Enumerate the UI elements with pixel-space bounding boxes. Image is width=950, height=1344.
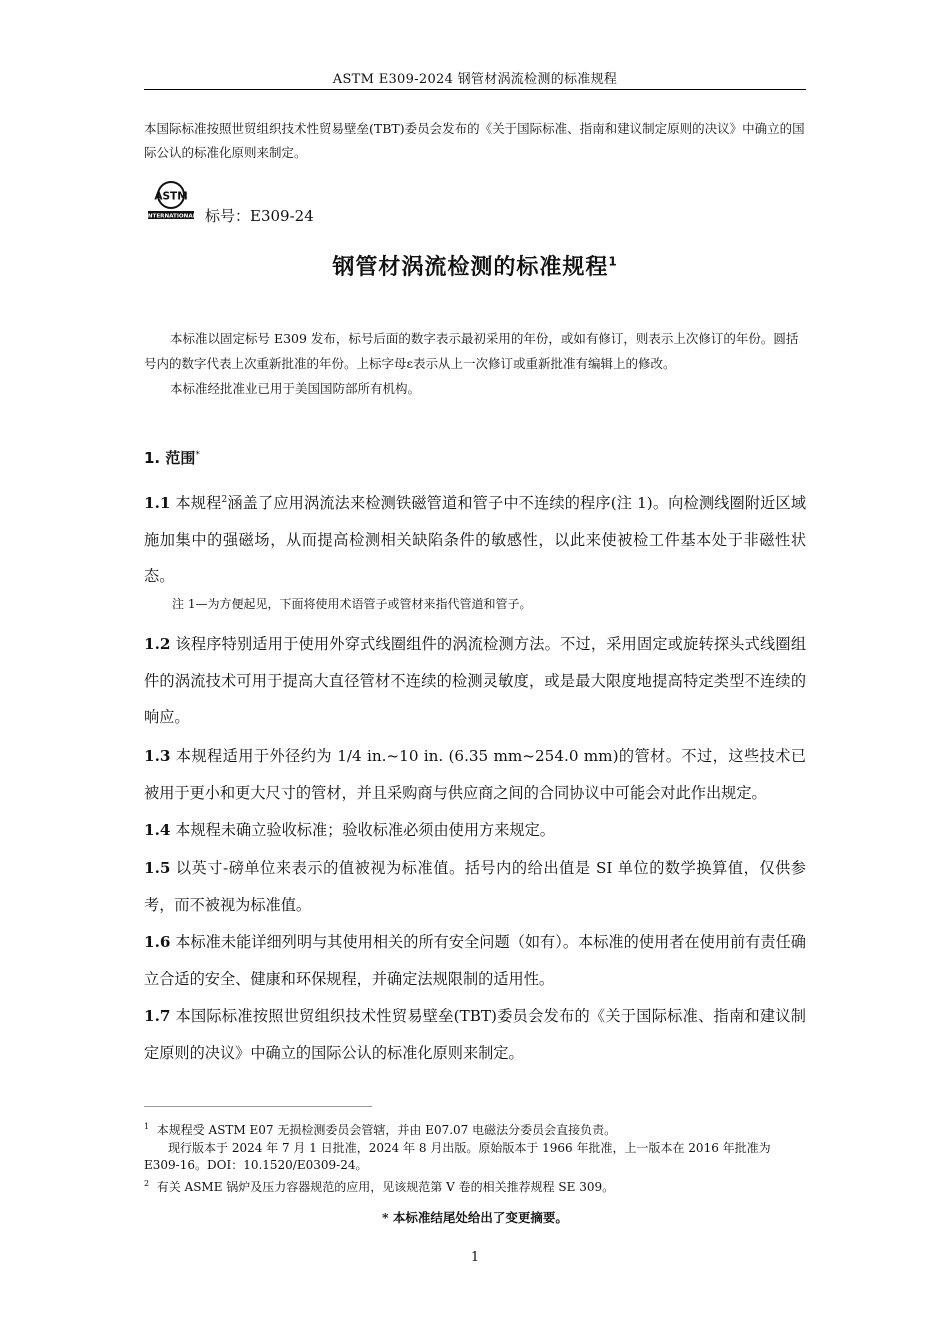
intro-paragraph-1: 本标准以固定标号 E309 发布，标号后面的数字表示最初采用的年份，或如有修订，则表示上次修订的年份。圆括号内的数字代表上次重新批准的年份。上标字母ε表示从上一次修订或重新批准有编辑上的修改。 (144, 331, 799, 371)
clause-text: 本国际标准按照世贸组织技术性贸易壁垒(TBT)委员会发布的《关于国际标准、指南和建议制定原则的决议》中确立的国际公认的标准化原则来制定。 (144, 1007, 806, 1062)
footnote-2-mark: 2 (144, 1178, 150, 1188)
footnote-2-text: 有关 ASME 锅炉及压力容器规范的应用，见该规范第 V 卷的相关推荐规程 SE 309。 (156, 1179, 615, 1194)
clause-text: 本标准未能详细列明与其使用相关的所有安全问题（如有）。本标准的使用者在使用前有责任确立合适的安全、健康和环保规程，并确定法规限制的适用性。 (144, 933, 806, 988)
intro-paragraph-2: 本标准经批准业已用于美国国防部所有机构。 (170, 381, 421, 396)
clause-1-3 (144, 738, 806, 811)
note-1: 注 1—为方便起见，下面将使用术语管子或管材来指代管道和管子。 (172, 597, 532, 611)
designation: 标号：E309-24 (205, 207, 314, 225)
logo-text-bottom: INTERNATIONAL (146, 213, 196, 220)
footnote-ref-2: 2 (221, 495, 228, 505)
change-summary-note: * 本标准结尾处给出了变更摘要。 (382, 1210, 568, 1225)
footnote-2 (144, 1175, 806, 1197)
intro-block (144, 326, 806, 401)
clause-number: 1.6 (144, 933, 171, 951)
clause-text: 以英寸-磅单位来表示的值被视为标准值。括号内的给出值是 SI 单位的数学换算值，仅供参考，而不被视为标准值。 (144, 859, 806, 914)
clause-text: 该程序特别适用于使用外穿式线圈组件的涡流检测方法。不过，采用固定或旋转探头式线圈组件的涡流技术可用于提高大直径管材不连续的检测灵敏度，或是最大限度地提高特定类型不连续的响应。 (144, 635, 807, 726)
section-heading-mark: * (195, 450, 200, 460)
clause-text: 本规程 (175, 494, 222, 513)
clause-1-5 (144, 850, 806, 923)
section-heading-scope (144, 447, 200, 468)
clause-1-4 (144, 812, 806, 849)
clause-text: 本规程适用于外径约为 1/4 in.~10 in. (6.35 mm~254.0 mm)的管材。不过，这些技术已被用于更小和更大尺寸的管材，并且采购商与供应商之间的合同协议中可能会对此作出规定。 (144, 747, 807, 802)
clause-number: 1.3 (144, 747, 171, 765)
clause-text: 本规程未确立验收标准；验收标准必须由使用方来规定。 (175, 821, 555, 839)
preamble-paragraph: 本国际标准按照世贸组织技术性贸易壁垒(TBT)委员会发布的《关于国际标准、指南和建议制定原则的决议》中确立的国际公认的标准化原则来制定。 (144, 121, 805, 160)
footnote-1-text: 本规程受 ASTM E07 无损检测委员会管辖，并由 E07.07 电磁法分委员会直接负责。 (156, 1123, 617, 1137)
document-title (144, 250, 806, 281)
astm-international-logo-icon (146, 180, 196, 222)
footnote-1-continuation: 现行版本于 2024 年 7 月 1 日批准，2024 年 8 月出版。原始版本于 1966 年批准，上一版本在 2016 年批准为 E309-16。DOI：10.1520/E0309-24。 (144, 1140, 771, 1172)
footnotes (144, 1118, 806, 1196)
clause-text: 涵盖了应用涡流法来检测铁磁管道和管子中不连续的程序(注 1)。向检测线圈附近区域施加集中的强磁场，从而提高检测相关缺陷条件的敏感性，以此来使被检工件基本处于非磁性状态。 (144, 494, 807, 586)
footnote-1-mark: 1 (144, 1122, 150, 1131)
clause-number: 1.2 (144, 635, 171, 653)
clause-number: 1.1 (144, 494, 171, 513)
logo-text-top: ASTM (154, 190, 188, 203)
running-header: ASTM E309-2024 钢管材涡流检测的标准规程 (332, 72, 618, 87)
section-heading-text: 1. 范围 (144, 449, 196, 467)
clause-number: 1.4 (144, 821, 171, 839)
clause-1-6 (144, 924, 806, 997)
document-title-text: 钢管材涡流检测的标准规程 (332, 255, 609, 280)
clause-number: 1.5 (144, 859, 171, 877)
page-number: 1 (470, 1250, 480, 1265)
clause-1-1 (144, 482, 806, 595)
header-rule (144, 89, 806, 90)
clause-1-7 (144, 998, 806, 1071)
clause-number: 1.7 (144, 1007, 171, 1025)
title-footnote-mark: 1 (608, 254, 618, 269)
footnote-1 (144, 1118, 806, 1140)
footnote-rule (144, 1106, 372, 1107)
clause-1-2 (144, 626, 806, 736)
